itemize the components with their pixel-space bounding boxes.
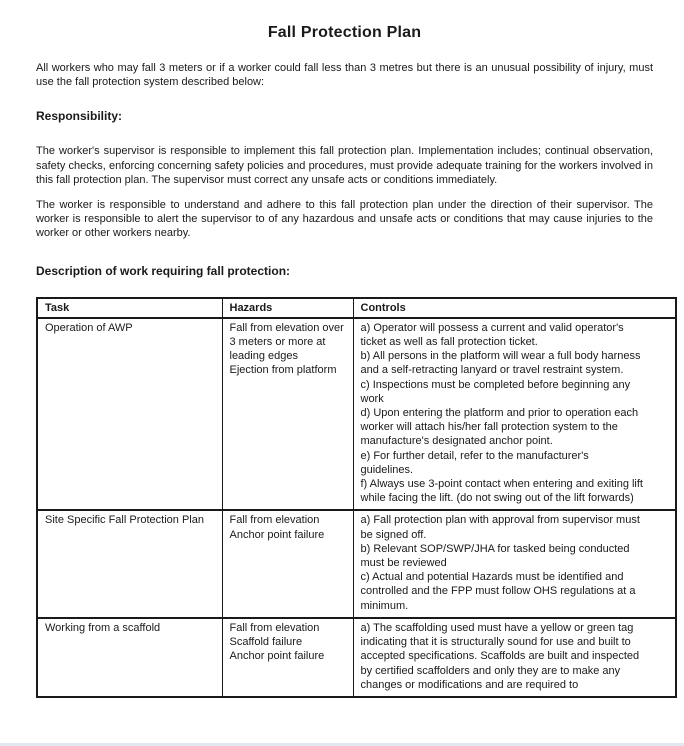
column-header-hazards: Hazards (222, 298, 353, 318)
responsibility-heading: Responsibility: (36, 109, 123, 124)
table-row-operation-of-awp (37, 318, 676, 511)
intro-paragraph: All workers who may fall 3 meters or if a worker could fall less than 3 metres but there is an unusual possibility of injury, must use the fall protection system described below: (36, 62, 653, 89)
control-item: a) The scaffolding used must have a yellow or green tag indicating that it is structurally sound for use and built to accepted specifications. Scaffolds are built and inspected by certified scaffolders and only they are to make any changes or modifications and are required to (360, 621, 640, 691)
task-cell: Site Specific Fall Protection Plan (37, 510, 222, 617)
control-item: d) Upon entering the platform and prior to operation each worker will attach his/her fall protection system to the manufacture's designated anchor point. (360, 407, 639, 448)
hazard-item: Fall from elevation over 3 meters or more at leading edges (229, 321, 344, 363)
work-description-table (36, 297, 677, 698)
hazard-item: Anchor point failure (229, 528, 325, 541)
hazard-item: Ejection from platform (229, 364, 337, 377)
hazards-cell (222, 618, 353, 697)
control-item: c) Inspections must be completed before beginning any work (360, 378, 631, 405)
page-title: Fall Protection Plan (267, 24, 422, 41)
control-item: a) Fall protection plan with approval from supervisor must be signed off. (360, 514, 640, 541)
hazard-item: Anchor point failure (229, 650, 325, 663)
task-cell: Operation of AWP (37, 318, 222, 511)
responsibility-paragraph-worker: The worker is responsible to understand and adhere to this fall protection plan under the direction of their supervisor. The worker is responsible to alert the supervisor to of any hazardous and unsafe acts or conditions that may cause injuries to the worker or other workers nearby. (36, 199, 653, 240)
controls-cell (353, 618, 676, 697)
control-item: a) Operator will possess a current and valid operator's ticket as well as fall protection ticket. (360, 321, 624, 349)
controls-cell (353, 510, 676, 617)
hazard-item: Fall from elevation (229, 621, 320, 634)
control-item: e) For further detail, refer to the manufacturer's guidelines. (360, 449, 589, 476)
hazards-cell (222, 318, 353, 511)
controls-cell (353, 318, 676, 511)
column-header-task: Task (37, 298, 222, 318)
hazard-item: Scaffold failure (229, 636, 303, 649)
control-item: b) All persons in the platform will wear a full body harness and a self-retracting lanyard or travel restraint system. (360, 350, 641, 377)
hazards-cell (222, 510, 353, 617)
description-heading: Description of work requiring fall protection: (36, 263, 291, 278)
column-header-controls: Controls (353, 298, 676, 318)
document-page (0, 24, 684, 698)
control-item: c) Actual and potential Hazards must be identified and controlled and the FPP must follow OHS regulations at a minimum. (360, 571, 636, 612)
task-cell: Working from a scaffold (37, 618, 222, 697)
control-item: f) Always use 3-point contact when entering and exiting lift while facing the lift. (do not swing out of the lift forwards) (360, 478, 643, 505)
table-header-row (37, 298, 676, 318)
table-row-working-from-scaffold (37, 618, 676, 697)
control-item: b) Relevant SOP/SWP/JHA for tasked being conducted must be reviewed (360, 542, 630, 570)
responsibility-paragraph-supervisor: The worker's supervisor is responsible to implement this fall protection plan. Implementation includes; continual observation, safety checks, enforcing concerning safety policies and procedures, must provide adequate training for the workers involved in this fall protection plan. The supervisor must correct any unsafe acts or conditions immediately. (36, 145, 653, 186)
table-row-site-specific-fpp (37, 510, 676, 617)
hazard-item: Fall from elevation (229, 514, 320, 527)
